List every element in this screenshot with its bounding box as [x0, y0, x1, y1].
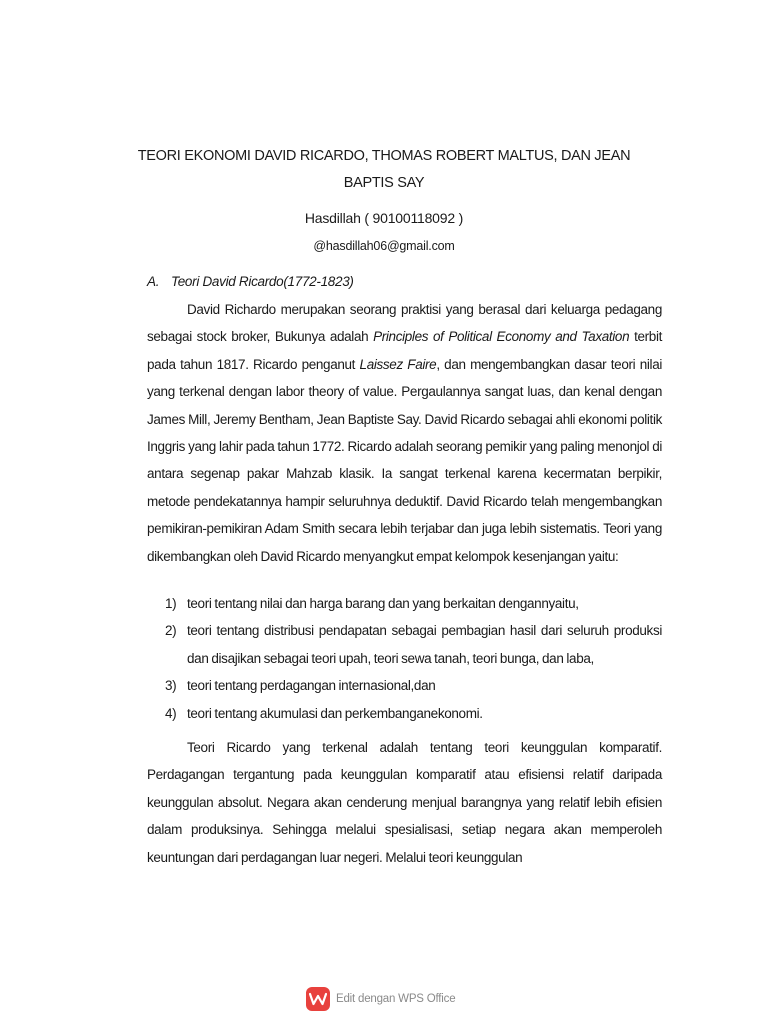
- list-marker: 1): [165, 596, 177, 611]
- list-item-text: teori tentang perdagangan internasional,dan: [187, 678, 436, 694]
- paragraph-2: [147, 734, 662, 871]
- list-item-text: teori tentang akumulasi dan perkembanganekonomi.: [187, 705, 483, 721]
- section-number: A.: [147, 274, 160, 289]
- list-item: [147, 617, 662, 672]
- document-title-line1: TEORI EKONOMI DAVID RICARDO, THOMAS ROBERT MALTUS, DAN JEAN: [137, 148, 631, 164]
- paragraph-1-text-b: terbit pada tahun 1817. Ricardo penganut: [147, 329, 662, 372]
- list-item-text: teori tentang distribusi pendapatan sebagai pembagian hasil dari seluruh produksi dan disajikan sebagai teori upah, teori sewa tanah, teori bunga, dan laba,: [187, 623, 662, 666]
- wps-office-logo-icon: [306, 987, 330, 1011]
- laissez-faire-term: Laissez Faire: [359, 356, 437, 372]
- author-email: @hasdillah06@gmail.com: [313, 239, 455, 253]
- paragraph-2-text: Teori Ricardo yang terkenal adalah tentang teori keunggulan komparatif. Perdagangan tergantung pada keunggulan komparatif atau efisiensi relatif daripada keunggulan absolut. Negara akan cenderung menjual barangnya yang relatif lebih efisien dalam produksinya. Sehingga melalui spesialisasi, setiap negara akan memperoleh keuntungan dari perdagangan luar negeri. Melalui teori keunggulan: [147, 740, 662, 865]
- document-title: [130, 143, 638, 197]
- section-title: Teori David Ricardo(1772-1823): [171, 274, 354, 289]
- paragraph-1-text-c: , dan mengembangkan dasar teori nilai yang terkenal dengan labor theory of value. Pergaulannya sangat luas, dan kenal dengan James Mill, Jeremy Bentham, Jean Baptiste Say. David Ricardo sebagai ahli ekonomi politik Inggris yang lahir pada tahun 1772. Ricardo adalah seorang pemikir yang paling menonjol di antara segenap pakar Mahzab klasik. Ia sangat terkenal karena kecermatan berpikir, metode pendekatannya hampir seluruhnya deduktif. David Ricardo telah mengembangkan pemikiran-pemikiran Adam Smith secara lebih terjabar dan juga lebih sistematis. Teori yang dikembangkan oleh David Ricardo menyangkut empat kelompok kesenjangan yaitu:: [147, 356, 663, 564]
- list-marker: 4): [165, 705, 177, 721]
- document-title-line2: BAPTIS SAY: [343, 175, 425, 191]
- list-item-text: teori tentang nilai dan harga barang dan yang berkaitan dengannyaitu,: [187, 596, 579, 611]
- numbered-list: [147, 590, 662, 727]
- section-heading: [147, 272, 354, 292]
- list-item: [147, 672, 662, 699]
- list-marker: 2): [165, 623, 177, 639]
- list-marker: 3): [165, 678, 177, 694]
- author-name: Hasdillah ( 90100118092 ): [304, 210, 464, 226]
- book-title: Principles of Political Economy and Taxation: [373, 329, 630, 345]
- wps-edit-link[interactable]: Edit dengan WPS Office: [336, 993, 456, 1005]
- list-item: [147, 590, 662, 617]
- wps-edit-banner[interactable]: [306, 986, 455, 1012]
- paragraph-1: [147, 296, 662, 570]
- paragraph-1-text-a: David Richardo merupakan seorang praktisi yang berasal dari keluarga pedagang sebagai stock broker, Bukunya adalah: [147, 302, 662, 345]
- list-item: [147, 700, 662, 727]
